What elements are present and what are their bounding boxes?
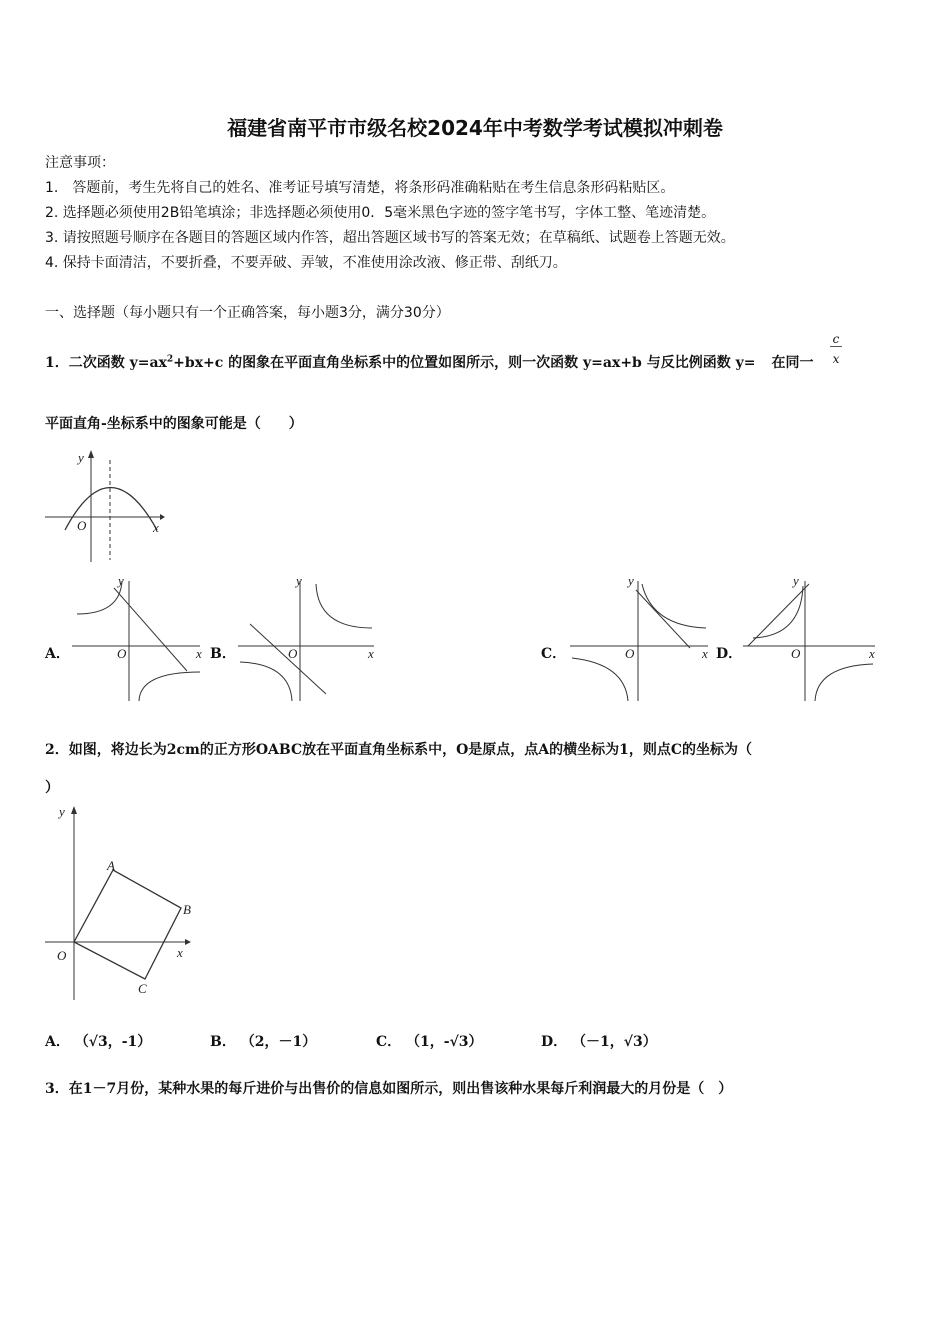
option-text: （2，－1） [240, 1034, 317, 1050]
origin-label: O [625, 646, 635, 661]
note-item: 1. 答题前，考生先将自己的姓名、准考证号填写清楚，将条形码准确粘贴在考生信息条形码粘贴区。 [45, 180, 675, 196]
q1-text: +bx+c 的图象在平面直角坐标系中的位置如图所示，则一次函数 y=ax+b 与反比例函数 y= [173, 355, 756, 371]
x-axis-label: x [702, 646, 708, 661]
option-a-label[interactable]: A． [45, 646, 70, 662]
y-axis-label: y [59, 804, 65, 819]
option-text: （1，-√3） [406, 1034, 483, 1050]
x-axis-label: x [368, 646, 374, 661]
y-axis-label: y [628, 573, 634, 588]
x-axis-label: x [869, 646, 875, 661]
point-a-label: A [107, 858, 115, 873]
square-figure [45, 802, 205, 1002]
y-axis-label: y [118, 573, 124, 588]
option-text: （－1，√3） [572, 1034, 657, 1050]
q2-option-c[interactable] [376, 1031, 483, 1051]
x-axis-label: x [196, 646, 202, 661]
option-b-label[interactable]: B． [210, 646, 236, 662]
x-axis-label: x [153, 520, 159, 535]
origin-label: O [77, 518, 87, 533]
option-label: C． [376, 1034, 402, 1050]
point-b-label: B [183, 902, 191, 917]
section-heading: 一、选择题（每小题只有一个正确答案，每小题3分，满分30分） [45, 305, 450, 321]
question-2: 2．如图，将边长为2cm的正方形OABC放在平面直角坐标系中，O是原点，点A的横坐标为1，则点C的坐标为（ [45, 742, 753, 758]
note-item: 4. 保持卡面清洁，不要折叠，不要弄破、弄皱，不准使用涂改液、修正带、刮纸刀。 [45, 255, 567, 271]
q1-text: 在同一 [771, 355, 814, 371]
option-c-label[interactable]: C． [541, 646, 567, 662]
option-a-graph[interactable] [72, 573, 204, 701]
origin-label: O [288, 646, 298, 661]
question-2-close: ） [45, 780, 59, 796]
q1-exponent: 2 [166, 354, 174, 365]
point-o-label: O [57, 948, 67, 963]
x-axis-label: x [177, 945, 183, 960]
question-3: 3．在1－7月份，某种水果的每斤进价与出售价的信息如图所示，则出售该种水果每斤利润最大的月份是（ ） [45, 1081, 733, 1097]
note-item: 3. 请按照题号顺序在各题目的答题区域内作答，超出答题区域书写的答案无效；在草稿纸、试题卷上答题无效。 [45, 230, 735, 246]
option-d-graph[interactable] [743, 573, 879, 701]
option-d-label[interactable]: D． [716, 646, 743, 662]
y-axis-label: y [296, 573, 302, 588]
question-1 [45, 352, 813, 372]
fraction-numerator: c [830, 332, 842, 347]
option-text: （√3，-1） [74, 1034, 152, 1050]
option-label: A． [45, 1034, 70, 1050]
y-axis-label: y [78, 450, 84, 465]
option-label: D． [541, 1034, 568, 1050]
option-c-graph[interactable] [570, 573, 712, 701]
q2-option-d[interactable] [541, 1031, 657, 1051]
option-label: B． [210, 1034, 236, 1050]
note-item: 2. 选择题必须使用2B铅笔填涂；非选择题必须使用0．5毫米黑色字迹的签字笔书写，字体工整、笔迹清楚。 [45, 205, 716, 221]
fraction-denominator: x [832, 352, 840, 366]
option-b-graph[interactable] [238, 573, 378, 701]
notes-heading: 注意事项： [45, 155, 115, 171]
y-axis-label: y [793, 573, 799, 588]
origin-label: O [791, 646, 801, 661]
page-title: 福建省南平市市级名校2024年中考数学考试模拟冲刺卷 [227, 116, 723, 140]
parabola-figure [45, 450, 165, 562]
q2-option-b[interactable] [210, 1031, 316, 1051]
question-1-line2: 平面直角-坐标系中的图象可能是（ ） [45, 416, 303, 432]
point-c-label: C [138, 981, 147, 996]
q1-text: 1．二次函数 y=ax [45, 355, 167, 371]
q2-option-a[interactable] [45, 1031, 151, 1051]
origin-label: O [117, 646, 127, 661]
